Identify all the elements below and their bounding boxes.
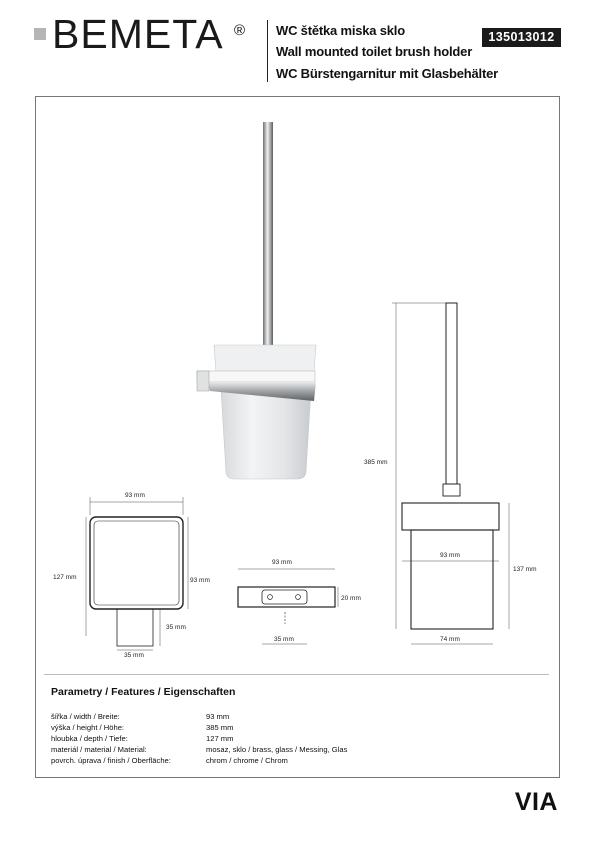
spec-value: 93 mm bbox=[206, 712, 230, 721]
front-base-label: 35 mm bbox=[124, 652, 144, 659]
front-inner-height-label: 93 mm bbox=[190, 577, 210, 584]
product-title-de: WC Bürstengarnitur mit Glasbehälter bbox=[276, 66, 498, 81]
wall-mount-plate bbox=[197, 371, 209, 391]
side-view-handle bbox=[446, 303, 457, 484]
front-width-label: 93 mm bbox=[125, 492, 145, 499]
top-view-screw bbox=[296, 595, 301, 600]
product-title-en: Wall mounted toilet brush holder bbox=[276, 44, 473, 59]
top-hole-label: 35 mm bbox=[274, 636, 294, 643]
top-height-label: 20 mm bbox=[341, 595, 361, 602]
side-cup-height-label: 137 mm bbox=[513, 566, 537, 573]
front-view-inner bbox=[94, 521, 179, 605]
wall-bracket-top bbox=[197, 371, 315, 382]
side-cup-width-label: 93 mm bbox=[440, 552, 460, 559]
product-photo bbox=[197, 122, 316, 479]
spec-value: 385 mm bbox=[206, 723, 234, 732]
side-base-width-label: 74 mm bbox=[440, 636, 460, 643]
front-height-label: 127 mm bbox=[53, 574, 77, 581]
features-heading: Parametry / Features / Eigenschaften bbox=[51, 686, 236, 698]
front-view-outer bbox=[90, 517, 183, 609]
series-name: VIA bbox=[514, 788, 558, 816]
side-view-drawing bbox=[392, 303, 509, 644]
spec-value: chrom / chrome / Chrom bbox=[206, 756, 288, 765]
spec-row-width bbox=[51, 712, 531, 723]
product-title-cz: WC štětka miska sklo bbox=[276, 23, 405, 38]
side-view-cup bbox=[411, 530, 493, 629]
spec-label: povrch. úprava / finish / Oberfläche: bbox=[51, 756, 171, 765]
registered-mark: ® bbox=[234, 22, 246, 39]
side-view-collar bbox=[443, 484, 460, 496]
product-code-badge: 135013012 bbox=[482, 28, 561, 47]
top-view-drawing bbox=[238, 569, 338, 644]
spec-row-material bbox=[51, 745, 531, 756]
spec-label: materiál / material / Material: bbox=[51, 745, 147, 754]
top-view-screw bbox=[268, 595, 273, 600]
brush-handle bbox=[263, 122, 273, 354]
glass-rim bbox=[214, 345, 316, 372]
spec-value: 127 mm bbox=[206, 734, 234, 743]
brand-logo: BEMETA bbox=[52, 11, 224, 57]
side-total-height-label: 385 mm bbox=[364, 459, 388, 466]
spec-label: šířka / width / Breite: bbox=[51, 712, 120, 721]
front-view-base bbox=[117, 609, 153, 646]
spec-row-height bbox=[51, 723, 531, 734]
side-view-bracket bbox=[402, 503, 499, 530]
front-depth-label: 35 mm bbox=[166, 624, 186, 631]
spec-row-finish bbox=[51, 756, 531, 767]
spec-value: mosaz, sklo / brass, glass / Messing, Glas bbox=[206, 745, 348, 754]
spec-label: výška / height / Höhe: bbox=[51, 723, 125, 732]
features-divider bbox=[44, 674, 549, 675]
top-width-label: 93 mm bbox=[272, 559, 292, 566]
spec-label: hloubka / depth / Tiefe: bbox=[51, 734, 128, 743]
spec-row-depth bbox=[51, 734, 531, 745]
